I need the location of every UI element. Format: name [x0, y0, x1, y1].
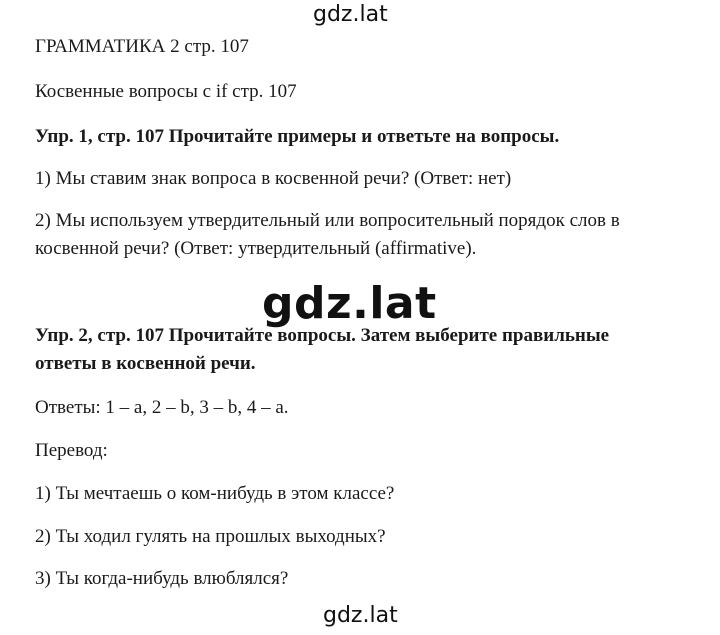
- translation-item-2: 2) Ты ходил гулять на прошлых выходных?: [35, 526, 386, 547]
- exercise-1-question-1: 1) Мы ставим знак вопроса в косвенной речи? (Ответ: нет): [35, 168, 512, 189]
- translation-item-1: 1) Ты мечтаешь о ком-нибудь в этом классе?: [35, 483, 395, 504]
- exercise-1-question-2-line-1: 2) Мы используем утвердительный или вопросительный порядок слов в: [35, 210, 620, 231]
- watermark-middle: gdz.lat: [262, 278, 437, 329]
- exercise-2-title-line-2: ответы в косвенной речи.: [35, 353, 256, 374]
- section-subheading: Косвенные вопросы с if стр. 107: [35, 81, 297, 102]
- exercise-2-title-line-1: Упр. 2, стр. 107 Прочитайте вопросы. Затем выберите правильные: [35, 325, 610, 346]
- translation-item-3: 3) Ты когда-нибудь влюблялся?: [35, 568, 289, 589]
- exercise-1-question-2-line-2: косвенной речи? (Ответ: утвердительный (affirmative).: [35, 238, 477, 259]
- exercise-1-title: Упр. 1, стр. 107 Прочитайте примеры и ответьте на вопросы.: [35, 126, 560, 147]
- watermark-top: gdz.lat: [313, 2, 388, 27]
- answers-line: Ответы: 1 – a, 2 – b, 3 – b, 4 – a.: [35, 397, 289, 418]
- watermark-bottom: gdz.lat: [323, 603, 398, 628]
- page-heading: ГРАММАТИКА 2 стр. 107: [35, 36, 249, 57]
- translation-label: Перевод:: [35, 440, 108, 461]
